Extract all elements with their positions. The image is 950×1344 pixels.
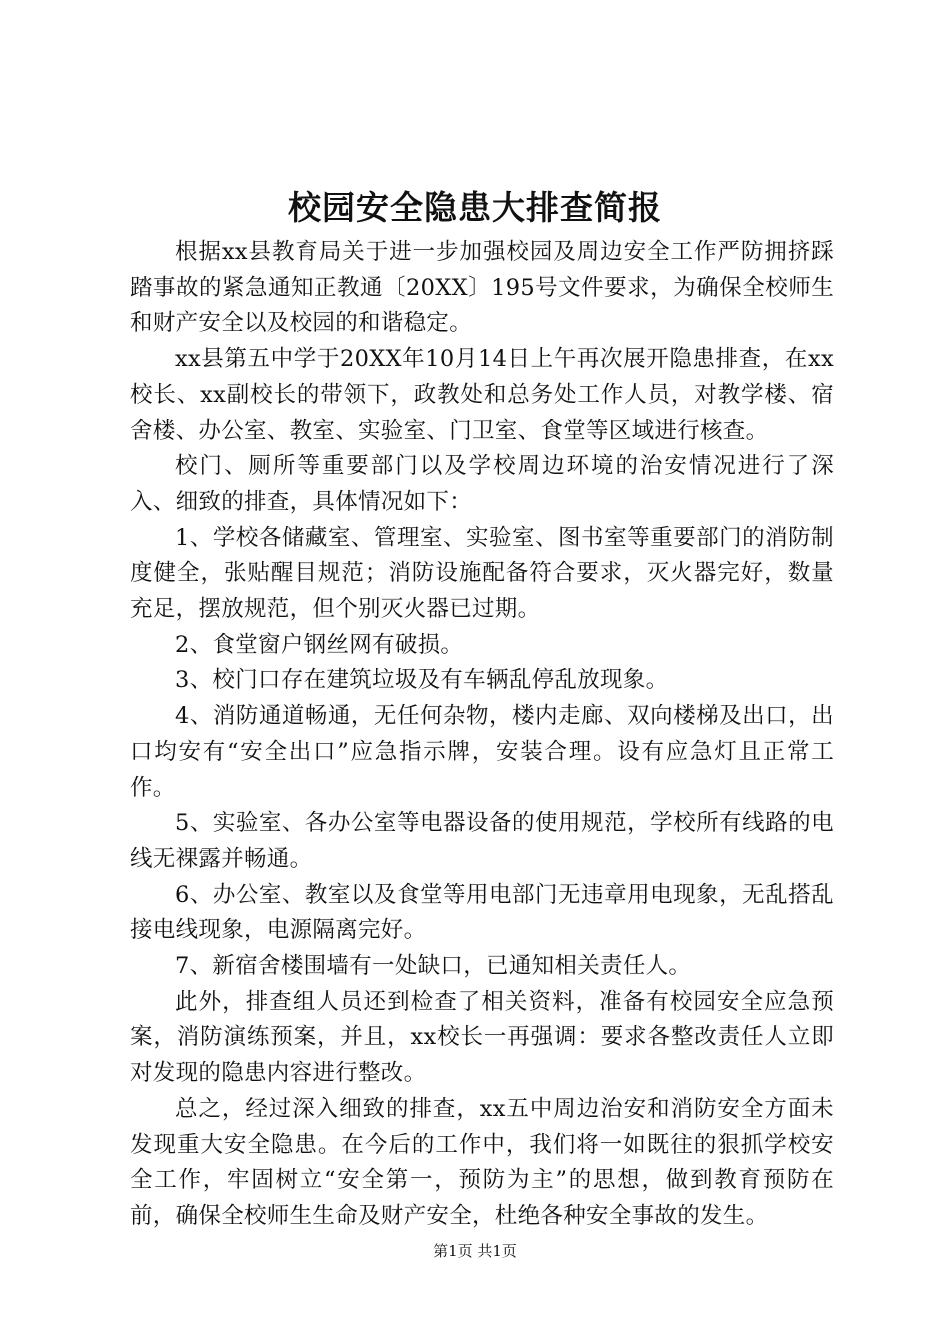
- finding-item-2: 2、食堂窗户钢丝网有破损。: [175, 631, 464, 658]
- finding-item-6: 6、办公室、教室以及食堂等用电部门无违章用电现象，无乱搭乱接电线现象，电源隔离完好。: [130, 881, 834, 944]
- document-body: [130, 235, 834, 1235]
- paragraph-scope: 校门、厕所等重要部门以及学校周边环境的治安情况进行了深入、细致的排查，具体情况如下：: [130, 453, 834, 515]
- paragraph-inspection: xx县第五中学于20XX年10月14日上午再次展开隐患排查，在xx校长、xx副校长的带领下，政教处和总务处工作人员，对教学楼、宿舍楼、办公室、教室、实验室、门卫室、食堂等区域进行核查。: [130, 346, 834, 444]
- finding-item-3: 3、校门口存在建筑垃圾及有车辆乱停乱放现象。: [175, 667, 669, 694]
- finding-item-7: 7、新宿舍楼围墙有一处缺口，已通知相关责任人。: [175, 953, 692, 980]
- finding-item-4: 4、消防通道畅通，无任何杂物，楼内走廊、双向楼梯及出口，出口均安有“安全出口”应急指示牌，安装合理。设有应急灯且正常工作。: [130, 703, 834, 801]
- finding-item-1: 1、学校各储藏室、管理室、实验室、图书室等重要部门的消防制度健全，张贴醒目规范；消防设施配备符合要求，灭火器完好，数量充足，摆放规范，但个别灭火器已过期。: [130, 524, 834, 623]
- document-title: 校园安全隐患大排查简报: [288, 188, 662, 227]
- paragraph-intro: 根据xx县教育局关于进一步加强校园及周边安全工作严防拥挤踩踏事故的紧急通知正教通〔20XX〕195号文件要求，为确保全校师生和财产安全以及校园的和谐稳定。: [130, 239, 834, 337]
- page-footer: 第1页 共1页: [433, 1242, 517, 1260]
- paragraph-conclusion: 总之，经过深入细致的排查，xx五中周边治安和消防安全方面未发现重大安全隐患。在今后的工作中，我们将一如既往的狠抓学校安全工作，牢固树立“安全第一，预防为主”的思想，做到教育预防在前，确保全校师生生命及财产安全，杜绝各种安全事故的发生。: [130, 1095, 834, 1229]
- finding-item-5: 5、实验室、各办公室等电器设备的使用规范，学校所有线路的电线无裸露并畅通。: [130, 810, 834, 872]
- paragraph-additional: 此外，排查组人员还到检查了相关资料，准备有校园安全应急预案，消防演练预案，并且，xx校长一再强调：要求各整改责任人立即对发现的隐患内容进行整改。: [130, 988, 834, 1087]
